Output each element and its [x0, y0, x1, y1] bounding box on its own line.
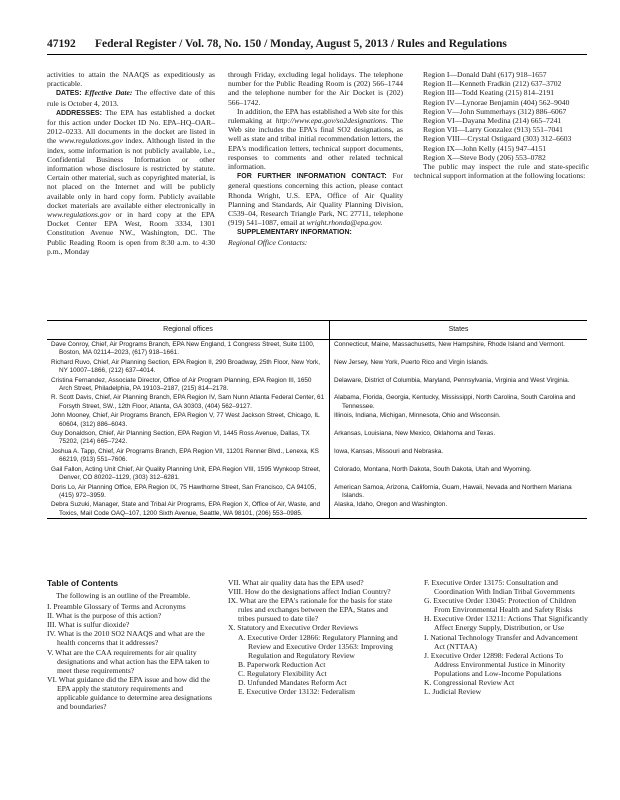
table-row — [47, 483, 587, 501]
regulations-link[interactable]: www.regulations.gov — [59, 136, 123, 146]
page-number: 47192 — [47, 38, 76, 50]
effective-date-label: Effective Date: — [84, 88, 133, 98]
table-row — [47, 447, 587, 465]
office-cell: Dave Conroy, Chief, Air Programs Branch, EPA New England, 1 Congress Street, Suite 1100, Boston, MA 02114–2023, (617) 918–1661. — [51, 341, 315, 357]
toc-item[interactable]: I. Preamble Glossary of Terms and Acronyms — [47, 602, 186, 612]
states-cell: Delaware, District of Columbia, Maryland, Pennsylvania, Virginia and West Virginia. — [334, 376, 570, 384]
states-cell: Alabama, Florida, Georgia, Kentucky, Mississippi, North Carolina, South Carolina and Tennessee. — [334, 394, 576, 410]
toc-item[interactable]: X. Statutory and Executive Order Reviews — [228, 623, 358, 633]
toc-subitem[interactable]: G. Executive Order 13045: Protection of Children From Environmental Health and Safety Risks — [424, 596, 577, 615]
office-cell: Debra Suzuki, Manager, State and Tribal Air Programs, EPA Region X, Office of Air, Waste, and Toxics, Mail Code OAQ–107, 1200 Sixth Avenue, Seattle, WA 98101, (206) 553–0985. — [51, 501, 321, 517]
column-header-states: States — [330, 321, 588, 340]
website-text: In addition, the EPA has established a Web site for this rulemaking at — [228, 106, 403, 126]
website-text-2: The Web site includes the EPA's final SO2 designations, as well as state and tribal initial recommendation letters, the EPA's modification letters, technical support documents, responses to comments and other related technical information. — [228, 116, 403, 172]
toc-subitem[interactable]: B. Paperwork Reduction Act — [238, 659, 326, 669]
toc-subitem[interactable]: A. Executive Order 12866: Regulatory Planning and Review and Executive Order 13563: Improving Regulation and Regulatory Review — [238, 632, 398, 660]
office-cell: Doris Lo, Air Planning Office, EPA Region IX, 75 Hawthorne Street, San Francisco, CA 94105, (415) 972–3959. — [51, 483, 317, 499]
region-contact: Region VIII—Crystal Ostigaard (303) 312–6603 — [423, 134, 572, 144]
region-contact: Region IV—Lynorae Benjamin (404) 562–9040 — [423, 97, 570, 107]
supplementary-label: SUPPLEMENTARY INFORMATION: — [237, 229, 352, 237]
region-contact: Region X—Steve Body (206) 553–0782 — [423, 152, 546, 162]
table-row — [47, 340, 587, 358]
table-row — [47, 500, 587, 518]
column-header-regional-offices: Regional offices — [47, 321, 330, 340]
office-cell: Richard Ruvo, Chief, Air Planning Section, EPA Region II, 290 Broadway, 25th Floor, New York, NY 10007–1866, (212) 637–4014. — [51, 358, 321, 375]
office-cell: R. Scott Davis, Chief, Air Planning Branch, EPA Region IV, Sam Nunn Atlanta Federal Center, 61 Forsyth Street, SW., 12th Floor, Atlanta, GA 30303, (404) 562–9127. — [51, 394, 325, 410]
addresses-paragraph — [47, 108, 215, 256]
states-cell: New Jersey, New York, Puerto Rico and Virgin Islands. — [334, 358, 489, 366]
toc-item[interactable]: VII. What air quality data has the EPA used? — [228, 578, 364, 587]
text-column-3 — [414, 70, 589, 180]
running-title: Federal Register / Vol. 78, No. 150 / Monday, August 5, 2013 / Rules and Regulations — [95, 38, 507, 50]
toc-subitem[interactable]: H. Executive Order 13211: Actions That Significantly Affect Energy Supply, Distribution, or Use — [424, 614, 588, 633]
toc-subitem[interactable]: L. Judicial Review — [424, 687, 482, 697]
toc-intro: The following is an outline of the Preamble. — [56, 591, 191, 600]
states-cell: Iowa, Kansas, Missouri and Nebraska. — [334, 447, 444, 455]
toc-column-1 — [47, 591, 212, 711]
text-column-1 — [47, 70, 215, 256]
toc-item[interactable]: VIII. How do the designations affect Indian Country? — [228, 587, 391, 597]
region-contact: Region VI—Dayana Medina (214) 665–7241 — [423, 116, 562, 126]
region-contact: Region III—Todd Keating (215) 814–2191 — [423, 88, 555, 98]
supplementary-paragraph — [228, 227, 403, 246]
toc-column-2 — [228, 578, 403, 696]
toc-subitem[interactable]: J. Executive Order 12898: Federal Actions To Address Environmental Justice in Minority Populations and Low-Income Populations — [424, 650, 566, 678]
office-cell: Joshua A. Tapp, Chief, Air Programs Branch, EPA Region VII, 11201 Renner Blvd., Lenexa, KS 66219, (913) 551–7606. — [51, 447, 319, 464]
states-cell: Connecticut, Maine, Massachusetts, New Hampshire, Rhode Island and Vermont. — [334, 341, 565, 348]
regional-offices-table — [47, 320, 587, 519]
paragraph: activities to attain the NAAQS as expeditiously as practicable. — [47, 70, 215, 89]
office-cell: Gail Fallon, Acting Unit Chief, Air Quality Planning Unit, EPA Region VIII, 1595 Wynkoop Street, Denver, CO 80202–1129, (303) 312–6281. — [51, 465, 321, 482]
table-row — [47, 411, 587, 429]
addresses-label: ADDRESSES: — [56, 109, 102, 117]
states-cell: Alaska, Idaho, Oregon and Washington. — [334, 501, 448, 509]
dates-label: DATES: — [56, 90, 82, 98]
contact-text: For general questions concerning this action, please contact Rhonda Wright, U.S. EPA, Office of Air Quality Planning and Standards, Air Quality Planning Division, C539–04, Research Triangle Park, NC 27711, telephone (919) 541–1087, email at — [228, 171, 403, 228]
office-cell: Guy Donaldson, Chief, Air Planning Section, EPA Region VI, 1445 Ross Avenue, Dallas, TX 75202, (214) 665–7242. — [51, 430, 310, 446]
toc-subitem[interactable]: E. Executive Order 13132: Federalism — [238, 687, 356, 697]
toc-subitem[interactable]: D. Unfunded Mandates Reform Act — [238, 678, 347, 688]
region-contact: Region IX—John Kelly (415) 947–4151 — [423, 143, 547, 153]
table-row — [47, 465, 587, 483]
toc-heading: Table of Contents — [47, 578, 119, 588]
paragraph: through Friday, excluding legal holidays. The telephone number for the Public Reading Room is (202) 566–1744 and the telephone number for the Air Docket is (202) 566–1742. — [228, 70, 403, 107]
region-contact: Region I—Donald Dahl (617) 918–1657 — [423, 70, 547, 79]
toc-item[interactable]: IV. What is the 2010 SO2 NAAQS and what are the health concerns that it addresses? — [47, 629, 205, 648]
addresses-text-3: or in hard copy at the EPA Docket Center EPA West, Room 3334, 1301 Constitution Avenue NW., Washington, DC. The Public Reading Room is open from 8:30 a.m. to 4:30 p.m., Monday — [47, 210, 215, 256]
email-link[interactable]: wright.rhonda@epa.gov. — [306, 218, 383, 228]
table-row — [47, 358, 587, 376]
toc-item[interactable]: IX. What are the EPA's rationale for the basis for state rules and exchanges between the EPA, States and tribes pursued to date tile? — [228, 596, 393, 624]
dates-text: The effective date of this rule is October 4, 2013. — [47, 88, 215, 108]
table-row — [47, 376, 587, 394]
contact-label: FOR FURTHER INFORMATION CONTACT: — [237, 173, 387, 181]
contact-paragraph — [228, 171, 403, 227]
regulations-link-2[interactable]: www.regulations.gov — [47, 210, 111, 220]
region-contact: Region VII—Larry Gonzalez (913) 551–7041 — [423, 125, 563, 135]
states-cell: Colorado, Montana, North Dakota, South Dakota, Utah and Wyoming. — [334, 465, 532, 473]
toc-item[interactable]: V. What are the CAA requirements for air quality designations and what action has the EPA taken to meet these requirements? — [47, 647, 210, 675]
addresses-text-2: index. Although listed in the index, some information is not publicly available, i.e., Confidential Business Information or other information whose disclosure is restricted by statute. Certain other material, such as copyrighted material, is not placed on the Internet and will be publicly available only in hard copy form. Publicly available docket materials are available either electronically in — [47, 136, 215, 210]
page-header — [47, 38, 587, 55]
addresses-text: The EPA has established a docket for this action under Docket ID No. EPA–HQ–OAR–2012–0233. All documents in the docket are listed in the — [47, 107, 215, 146]
toc-subitem[interactable]: F. Executive Order 13175: Consultation and Coordination With Indian Tribal Governments — [424, 578, 575, 597]
toc-subitem[interactable]: I. National Technology Transfer and Advancement Act (NTTAA) — [424, 632, 578, 651]
toc-column-3 — [414, 578, 589, 696]
table-row — [47, 429, 587, 447]
region-contact: Region II—Kenneth Fradkin (212) 637–3702 — [423, 79, 562, 89]
toc-item[interactable]: II. What is the purpose of this action? — [47, 611, 162, 621]
locations-paragraph: The public may inspect the rule and state-specific technical support information at the following locations: — [414, 162, 589, 181]
table-row — [47, 393, 587, 411]
toc-item[interactable]: VI. What guidance did the EPA issue and how did the EPA apply the statutory requirements and applicable guidance to determine area designations and boundaries? — [47, 674, 212, 712]
dates-paragraph — [47, 88, 215, 107]
office-cell: Cristina Fernandez, Associate Director, Office of Air Program Planning, EPA Region III, 1650 Arch Street, Philadelphia, PA 19103–2187, (215) 814–2178. — [51, 376, 312, 393]
designations-link[interactable]: http://www.epa.gov/so2designations. — [275, 116, 388, 126]
toc-subitem[interactable]: C. Regulatory Flexibility Act — [238, 668, 327, 678]
states-cell: Illinois, Indiana, Michigan, Minnesota, Ohio and Wisconsin. — [334, 412, 501, 420]
toc-subitem[interactable]: K. Congressional Review Act — [424, 678, 515, 688]
states-cell: Arkansas, Louisiana, New Mexico, Oklahoma and Texas. — [334, 430, 496, 438]
regional-contacts-label: Regional Office Contacts: — [228, 237, 308, 247]
text-column-2 — [228, 70, 403, 247]
region-contact: Region V—John Summerhays (312) 886–6067 — [423, 106, 567, 116]
website-paragraph — [228, 107, 403, 171]
toc-item[interactable]: III. What is sulfur dioxide? — [47, 620, 130, 630]
table-header-row — [47, 321, 587, 340]
states-cell: American Samoa, Arizona, California, Guam, Hawaii, Nevada and Northern Mariana Islands. — [334, 483, 572, 499]
office-cell: John Mooney, Chief, Air Programs Branch, EPA Region V, 77 West Jackson Street, Chicago, IL 60604, (312) 886–6043. — [51, 412, 320, 428]
